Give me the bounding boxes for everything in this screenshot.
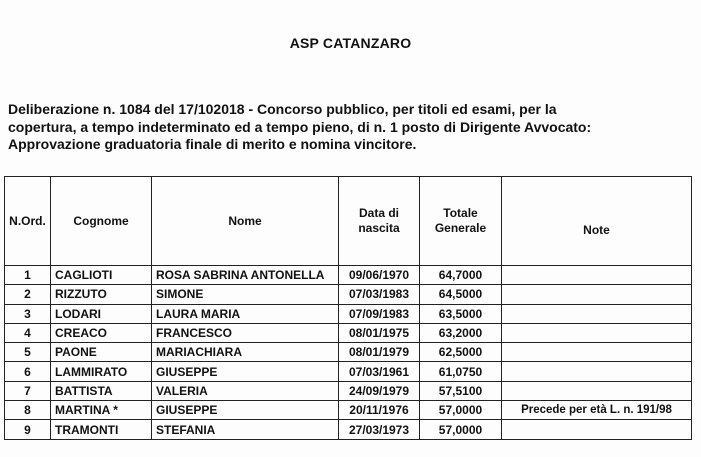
cell-note (502, 285, 692, 304)
header-data-line2: nascita (358, 221, 400, 235)
cell-nome: ROSA SABRINA ANTONELLA (152, 266, 339, 285)
cell-data-nascita: 24/09/1979 (339, 381, 420, 400)
cell-cognome: MARTINA * (51, 401, 152, 420)
cell-ord: 9 (5, 420, 51, 439)
cell-ord: 7 (5, 381, 51, 400)
cell-totale: 57,0000 (420, 420, 502, 439)
cell-data-nascita: 27/03/1973 (339, 420, 420, 439)
table-row (5, 323, 692, 342)
table-row (5, 343, 692, 362)
table-body (5, 266, 692, 440)
header-totale-line2: Generale (434, 221, 487, 235)
header-nome: Nome (152, 177, 339, 266)
deliberation-subject (8, 101, 698, 154)
header-data-line1: Data di (358, 206, 399, 220)
cell-ord: 6 (5, 362, 51, 381)
table-row (5, 362, 692, 381)
cell-data-nascita: 08/01/1975 (339, 323, 420, 342)
table-row (5, 381, 692, 400)
cell-totale: 62,5000 (420, 343, 502, 362)
subject-line: Approvazione graduatoria finale di merito e nomina vincitore. (8, 136, 417, 152)
cell-note (502, 343, 692, 362)
table-row (5, 420, 692, 439)
cell-cognome: RIZZUTO (51, 285, 152, 304)
cell-cognome: PAONE (51, 343, 152, 362)
cell-nome: LAURA MARIA (152, 304, 339, 323)
cell-ord: 8 (5, 401, 51, 420)
cell-nome: STEFANIA (152, 420, 339, 439)
cell-nome: MARIACHIARA (152, 343, 339, 362)
cell-nome: VALERIA (152, 381, 339, 400)
cell-data-nascita: 07/03/1983 (339, 285, 420, 304)
table-row (5, 285, 692, 304)
cell-data-nascita: 09/06/1970 (339, 266, 420, 285)
header-ord: N.Ord. (5, 177, 51, 266)
cell-cognome: CREACO (51, 323, 152, 342)
cell-ord: 1 (5, 266, 51, 285)
cell-nome: FRANCESCO (152, 323, 339, 342)
cell-totale: 64,5000 (420, 285, 502, 304)
header-totale-line1: Totale (443, 206, 478, 220)
cell-totale: 61,0750 (420, 362, 502, 381)
cell-totale: 63,2000 (420, 323, 502, 342)
cell-nome: GIUSEPPE (152, 362, 339, 381)
cell-data-nascita: 20/11/1976 (339, 401, 420, 420)
cell-data-nascita: 08/01/1979 (339, 343, 420, 362)
header-note: Note (502, 177, 692, 266)
cell-nome: GIUSEPPE (152, 401, 339, 420)
table-header (5, 177, 692, 266)
cell-ord: 2 (5, 285, 51, 304)
cell-note (502, 420, 692, 439)
cell-cognome: LAMMIRATO (51, 362, 152, 381)
cell-totale: 64,7000 (420, 266, 502, 285)
cell-totale: 63,5000 (420, 304, 502, 323)
cell-cognome: CAGLIOTI (51, 266, 152, 285)
cell-data-nascita: 07/09/1983 (339, 304, 420, 323)
subject-line: Deliberazione n. 1084 del 17/102018 - Concorso pubblico, per titoli ed esami, per la (8, 101, 557, 117)
header-cognome: Cognome (51, 177, 152, 266)
cell-note (502, 266, 692, 285)
cell-ord: 5 (5, 343, 51, 362)
subject-line: copertura, a tempo indeterminato ed a tempo pieno, di n. 1 posto di Dirigente Avvocato: (8, 118, 592, 135)
table-row (5, 401, 692, 420)
cell-ord: 3 (5, 304, 51, 323)
cell-note (502, 304, 692, 323)
cell-totale: 57,5100 (420, 381, 502, 400)
ranking-table (4, 176, 692, 440)
table-row (5, 304, 692, 323)
cell-note (502, 323, 692, 342)
cell-note (502, 381, 692, 400)
cell-cognome: TRAMONTI (51, 420, 152, 439)
cell-data-nascita: 07/03/1961 (339, 362, 420, 381)
cell-cognome: BATTISTA (51, 381, 152, 400)
cell-nome: SIMONE (152, 285, 339, 304)
header-totale (420, 177, 502, 266)
cell-note (502, 362, 692, 381)
document-title: ASP CATANZARO (289, 35, 412, 51)
cell-totale: 57,0000 (420, 401, 502, 420)
table-row (5, 266, 692, 285)
cell-cognome: LODARI (51, 304, 152, 323)
header-data-nascita (339, 177, 420, 266)
cell-note: Precede per età L. n. 191/98 (502, 401, 692, 420)
cell-ord: 4 (5, 323, 51, 342)
